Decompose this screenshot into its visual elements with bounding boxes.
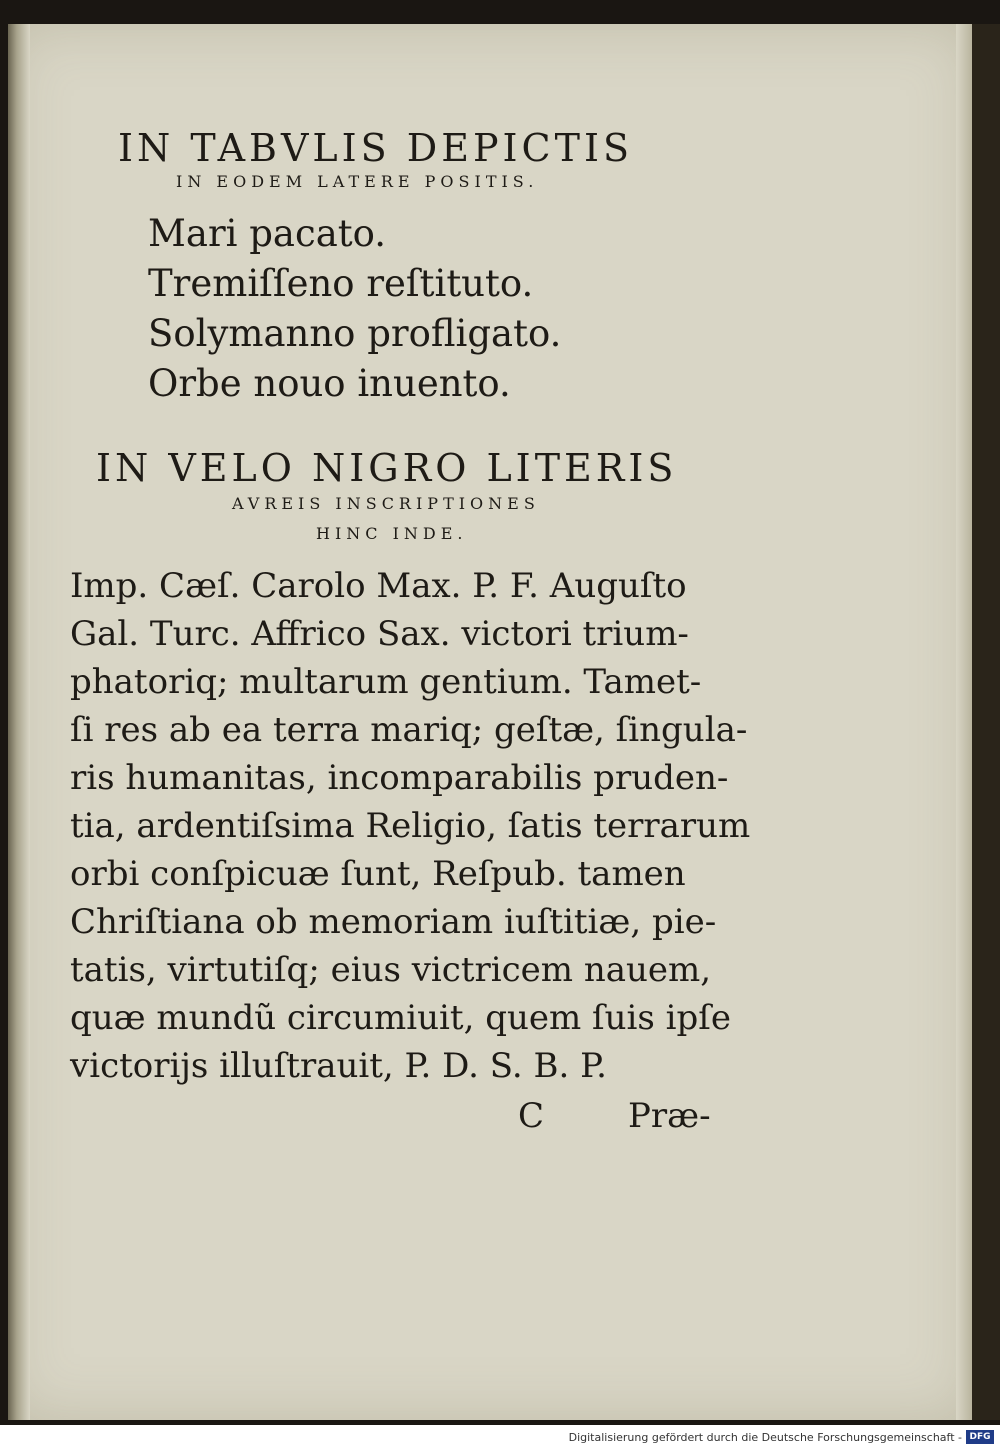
body-line-7: orbi conſpicuæ ſunt, Reſpub. tamen xyxy=(70,854,686,894)
heading-1-line-1: IN TABVLIS DEPICTIS xyxy=(118,126,634,170)
verse-line-2: Tremiſſeno reſtituto. xyxy=(148,262,534,305)
heading-2-line-1: IN VELO NIGRO LITERIS xyxy=(96,446,678,490)
body-line-6: tia, ardentiſsima Religio, ſatis terrarum xyxy=(70,806,751,846)
heading-2-line-2: AVREIS INSCRIPTIONES xyxy=(232,494,540,513)
body-line-3: phatoriq; multarum gentium. Tamet- xyxy=(70,662,702,702)
body-line-4: ſi res ab ea terra mariq; geſtæ, ſingula- xyxy=(70,710,748,750)
heading-1-line-2: IN EODEM LATERE POSITIS. xyxy=(176,172,539,191)
footer-bar xyxy=(0,1425,1000,1449)
verse-line-4: Orbe nouo inuento. xyxy=(148,362,511,405)
body-line-2: Gal. Turc. Affrico Sax. victori trium- xyxy=(70,614,689,654)
body-line-8: Chriſtiana ob memoriam iuſtitiæ, pie- xyxy=(70,902,717,942)
body-line-5: ris humanitas, incomparabilis pruden- xyxy=(70,758,729,798)
dfg-logo: DFG xyxy=(966,1430,994,1444)
scan-background-strip xyxy=(972,24,1000,1420)
body-line-9: tatis, virtutiſq; eius victricem nauem, xyxy=(70,950,712,990)
funding-notice: Digitalisierung gefördert durch die Deutsche Forschungsgemeinschaft - xyxy=(568,1431,962,1444)
body-line-1: Imp. Cæſ. Carolo Max. P. F. Auguſto xyxy=(70,566,687,606)
page-spine-shadow xyxy=(8,24,30,1420)
body-line-10: quæ mundũ circumiuit, quem ſuis ipſe xyxy=(70,998,731,1038)
heading-2-line-3: HINC INDE. xyxy=(316,524,468,543)
verse-line-3: Solymanno profligato. xyxy=(148,312,562,355)
verse-line-1: Mari pacato. xyxy=(148,212,387,255)
page-edge xyxy=(956,24,972,1420)
catchword: Præ- xyxy=(628,1096,711,1136)
signature-mark: C xyxy=(518,1096,545,1136)
body-line-11: victorijs illuſtrauit, P. D. S. B. P. xyxy=(70,1046,607,1086)
